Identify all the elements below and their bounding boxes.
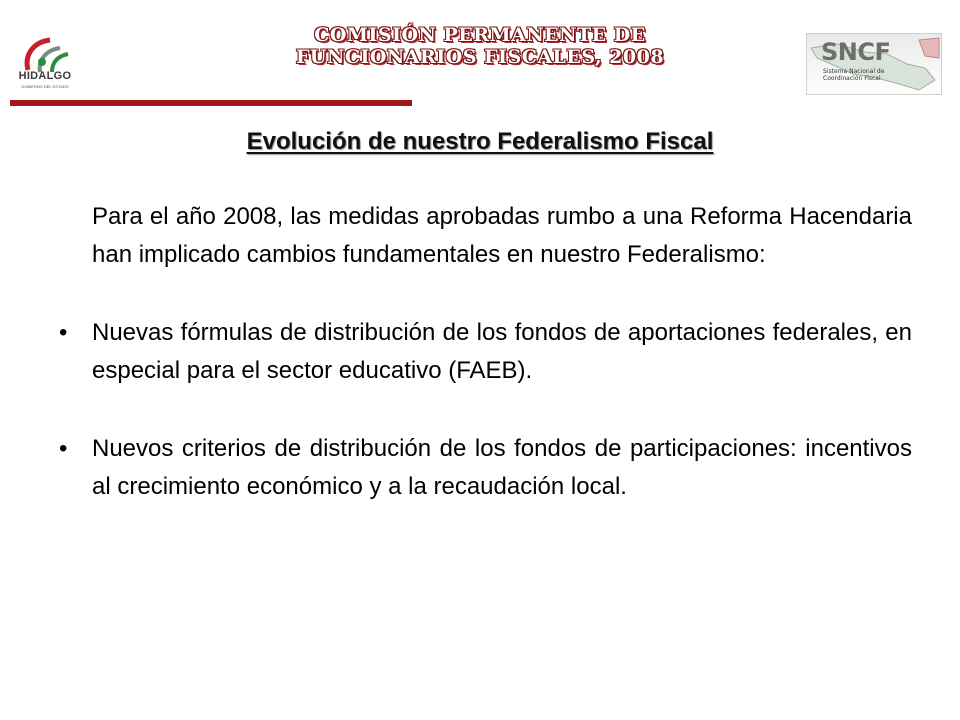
bullet-item <box>59 430 912 506</box>
bullet-marker: • <box>59 319 68 346</box>
hidalgo-logo-subtitle: GOBIERNO DEL ESTADO <box>21 84 69 89</box>
header-divider <box>10 100 412 106</box>
intro-paragraph: Para el año 2008, las medidas aprobadas rumbo a una Reforma Hacendaria han implicado cambios fundamentales en nuestro Federalismo: <box>92 203 912 268</box>
header-title <box>200 24 760 68</box>
sncf-logo-name: SNCF <box>821 38 891 66</box>
sncf-logo-subtitle <box>823 68 933 82</box>
slide-title: Evolución de nuestro Federalismo Fiscal <box>246 128 714 155</box>
header-title-line-1: COMISIÓN PERMANENTE DE <box>314 24 646 46</box>
hidalgo-emblem-icon <box>10 32 80 92</box>
sncf-logo <box>806 33 942 95</box>
bullet-item <box>59 314 912 390</box>
sncf-subtitle-line-2: Coordinación Fiscal <box>823 75 881 82</box>
hidalgo-logo <box>10 32 80 102</box>
hidalgo-logo-name: HIDALGO <box>18 70 72 82</box>
sncf-subtitle-line-1: Sistema Nacional de <box>823 68 885 75</box>
bullet-text: Nuevos criterios de distribución de los fondos de participaciones: incentivos al crecimiento económico y a la recaudación local. <box>92 435 912 500</box>
bullet-text: Nuevas fórmulas de distribución de los fondos de aportaciones federales, en especial para el sector educativo (FAEB). <box>92 319 912 384</box>
slide-content <box>59 198 912 546</box>
header-title-line-2: FUNCIONARIOS FISCALES, 2008 <box>295 46 665 68</box>
bullet-marker: • <box>59 435 68 462</box>
